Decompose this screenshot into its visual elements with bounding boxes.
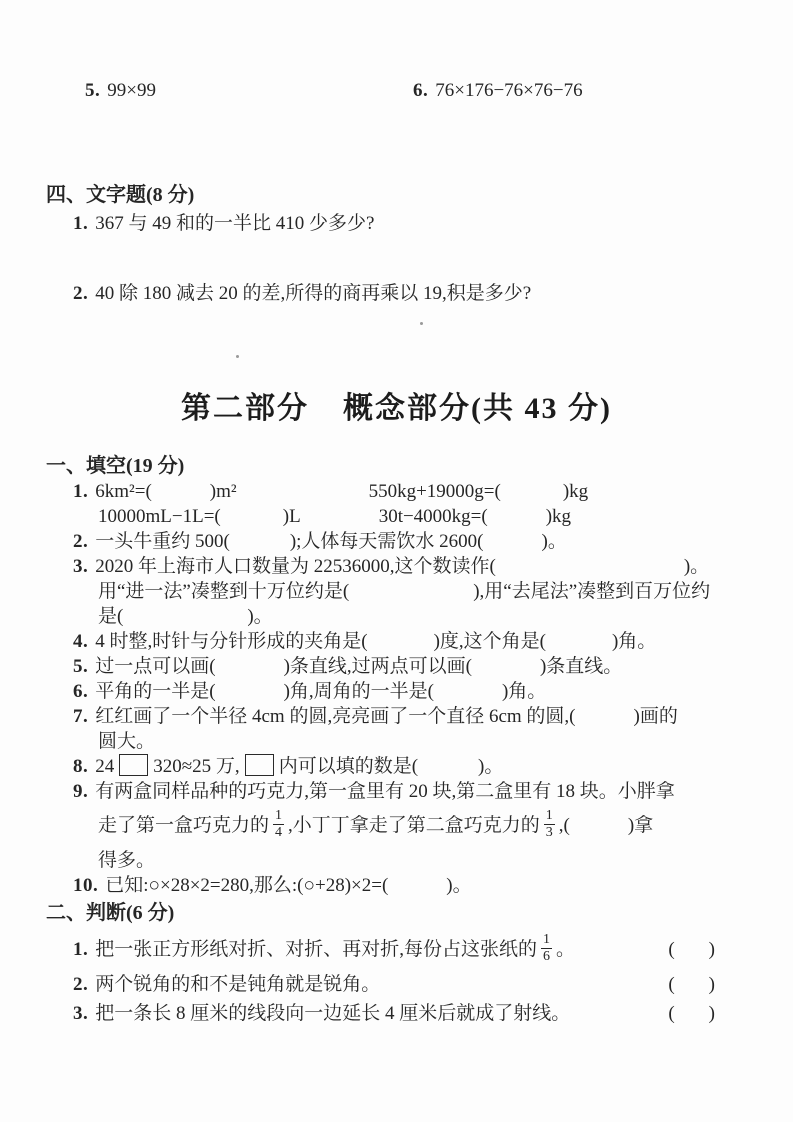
question-number: 8. [73,756,89,777]
question-number: 2. [73,531,89,552]
text-segment: );人体每天需饮水 2600( [289,531,484,552]
blank-space [123,621,247,622]
text-segment: 把一张正方形纸对折、对折、再对折,每份占这张纸的 [95,939,538,960]
text-segment: ) [708,939,715,960]
question-text [95,706,678,727]
judge-question-1 [0,928,793,972]
text-segment: 2020 年上海市人口数量为 22536000,这个数读作( [95,556,496,577]
text-segment: 是( [98,606,124,627]
blank-space [216,671,284,672]
question-text [98,808,654,841]
text-segment: )L [282,506,301,527]
question-number: 5. [85,80,101,101]
section-heading-fill-blanks: 一、填空(19 分) [46,455,185,477]
question-text: 两个锐角的和不是钝角就是锐角。 [95,974,381,995]
answer-brackets [668,1001,715,1026]
blank-space [230,546,290,547]
blank-space [675,954,709,955]
text-segment: )度,这个角是( [433,631,546,652]
calc-items-row [0,80,793,105]
question-number: 9. [73,781,89,802]
judge-question-2 [0,972,793,997]
question-text [95,556,709,577]
text-segment: 走了第一盒巧克力的 [98,815,270,836]
fill-question-4 [0,629,793,654]
fill-question-9-line-2 [0,804,793,848]
text-segment: )条直线,过两点可以画( [283,656,472,677]
scan-speck [420,322,423,325]
section-heading-true-false: 二、判断(6 分) [46,902,175,924]
text-segment: )。 [478,756,504,777]
text-segment: )角。 [501,681,547,702]
calc-question-6 [413,80,583,102]
text-segment: 10000mL−1L=( [98,506,221,527]
text-segment: )。 [541,531,567,552]
text-segment: )kg [562,481,589,502]
judge-question-3 [0,1001,793,1026]
question-text [95,756,503,777]
calc-expression: 76×176−76×76−76 [435,80,583,101]
blank-space [216,696,284,697]
question-text [95,481,588,502]
fill-question-9-line-3 [0,848,793,873]
text-segment: )。 [683,556,710,577]
fill-question-1-line-2 [0,504,793,529]
question-number: 3. [73,1003,89,1024]
blank-space [152,496,210,497]
scan-speck [236,355,239,358]
text-segment: )。 [446,875,472,896]
blank-space [546,646,612,647]
text-segment: ( [668,939,675,960]
fill-question-2 [0,529,793,554]
fill-question-7-line-1 [0,704,793,729]
text-segment: 。 [556,939,576,960]
text-segment: ( [668,974,675,995]
question-number: 1. [73,939,89,960]
part-title [0,390,793,428]
blank-space [496,571,684,572]
text-segment: ,( [558,815,570,836]
blank-space [388,890,446,891]
question-number: 10. [73,875,99,896]
question-text [98,506,571,527]
fill-question-10 [0,873,793,898]
text-segment: )角。 [611,631,657,652]
question-number: 3. [73,556,89,577]
text-segment: )。 [247,606,273,627]
question-number: 5. [73,656,89,677]
question-text [95,928,575,972]
blank-space [501,496,563,497]
answer-brackets [668,928,715,972]
fill-question-5 [0,654,793,679]
text-segment: 4 时整,时针与分针形成的夹角是( [95,631,368,652]
fill-question-7-line-2 [0,729,793,754]
text-segment: 一头牛重约 500( [95,531,230,552]
question-text [95,531,567,552]
question-text [98,581,710,602]
blank-space [418,771,478,772]
fill-question-3-line-2 [0,579,793,604]
fill-question-3-line-3 [0,604,793,629]
text-segment: 550kg+19000g=( [368,481,501,502]
text-segment: 已知:○×28×2=280,那么:(○+28)×2=( [105,875,389,896]
text-segment: ,小丁丁拿走了第二盒巧克力的 [288,815,540,836]
fraction: $\frac{1}{3}$ [545,808,553,841]
question-number: 1. [73,481,89,502]
answer-brackets [668,972,715,997]
text-segment: 用“进一法”凑整到十万位约是( [98,581,350,602]
question-number: 7. [73,706,89,727]
blank-space [576,721,634,722]
text-segment: )m² [209,481,237,502]
text-segment: 6km²=( [95,481,152,502]
text-segment: )条直线。 [539,656,623,677]
part-title-left: 第二部分 [181,392,309,425]
fill-question-6 [0,679,793,704]
calc-expression: 99×99 [107,80,156,101]
text-segment: )拿 [627,815,654,836]
blank-space [472,671,540,672]
word-question-1 [0,211,793,236]
word-question-2 [0,281,793,306]
blank-space [368,646,434,647]
text-segment: 红红画了一个半径 4cm 的圆,亮亮画了一个直径 6cm 的圆,( [95,706,576,727]
question-text [95,631,656,652]
text-segment: 320≈25 万, [153,756,240,777]
section-heading-word-problems: 四、文字题(8 分) [46,184,195,206]
fill-question-3-line-1 [0,554,793,579]
blank-space [301,521,379,522]
text-segment: 内可以填的数是( [278,756,419,777]
blank-space [434,696,502,697]
text-segment: ) [708,1003,715,1024]
text-segment: ),用“去尾法”凑整到百万位约 [473,581,711,602]
question-text [95,656,622,677]
question-text: 把一条长 8 厘米的线段向一边延长 4 厘米后就成了射线。 [95,1003,571,1024]
text-segment: 过一点可以画( [95,656,216,677]
text-segment: 24 [95,756,115,777]
text-segment: )角,周角的一半是( [283,681,434,702]
question-number: 6. [73,681,89,702]
question-number: 4. [73,631,89,652]
fill-question-1-line-1 [0,479,793,504]
question-number: 2. [73,974,89,995]
blank-space [349,596,473,597]
blank-box [245,754,274,776]
question-text: 得多。 [98,850,156,871]
blank-space [484,546,542,547]
blank-box [119,754,148,776]
fill-question-9-line-1 [0,779,793,804]
text-segment: ( [668,1003,675,1024]
blank-space [675,1018,709,1019]
fraction: $\frac{1}{6}$ [543,932,551,965]
text-segment: )kg [545,506,572,527]
text-segment: )画的 [633,706,678,727]
question-text: 有两盒同样品种的巧克力,第一盒里有 20 块,第二盒里有 18 块。小胖拿 [95,781,675,802]
calc-question-5 [85,80,156,102]
part-title-right: 概念部分(共 43 分) [343,392,612,425]
text-segment: ) [708,974,715,995]
question-text [105,875,471,896]
question-number: 2. [73,283,89,304]
blank-space [675,989,709,990]
fill-question-8 [0,754,793,779]
text-segment: 平角的一半是( [95,681,216,702]
blank-space [570,830,628,831]
question-text: 40 除 180 减去 20 的差,所得的商再乘以 19,积是多少? [95,283,532,304]
blank-space [237,496,369,497]
question-text [95,681,546,702]
question-text: 367 与 49 和的一半比 410 少多少? [95,213,375,234]
blank-space [488,521,546,522]
question-text: 圆大。 [98,731,156,752]
question-text [98,606,273,627]
fraction: $\frac{1}{4}$ [275,808,283,841]
question-number: 6. [413,80,429,101]
blank-space [221,521,283,522]
text-segment: 30t−4000kg=( [378,506,488,527]
question-number: 1. [73,213,89,234]
